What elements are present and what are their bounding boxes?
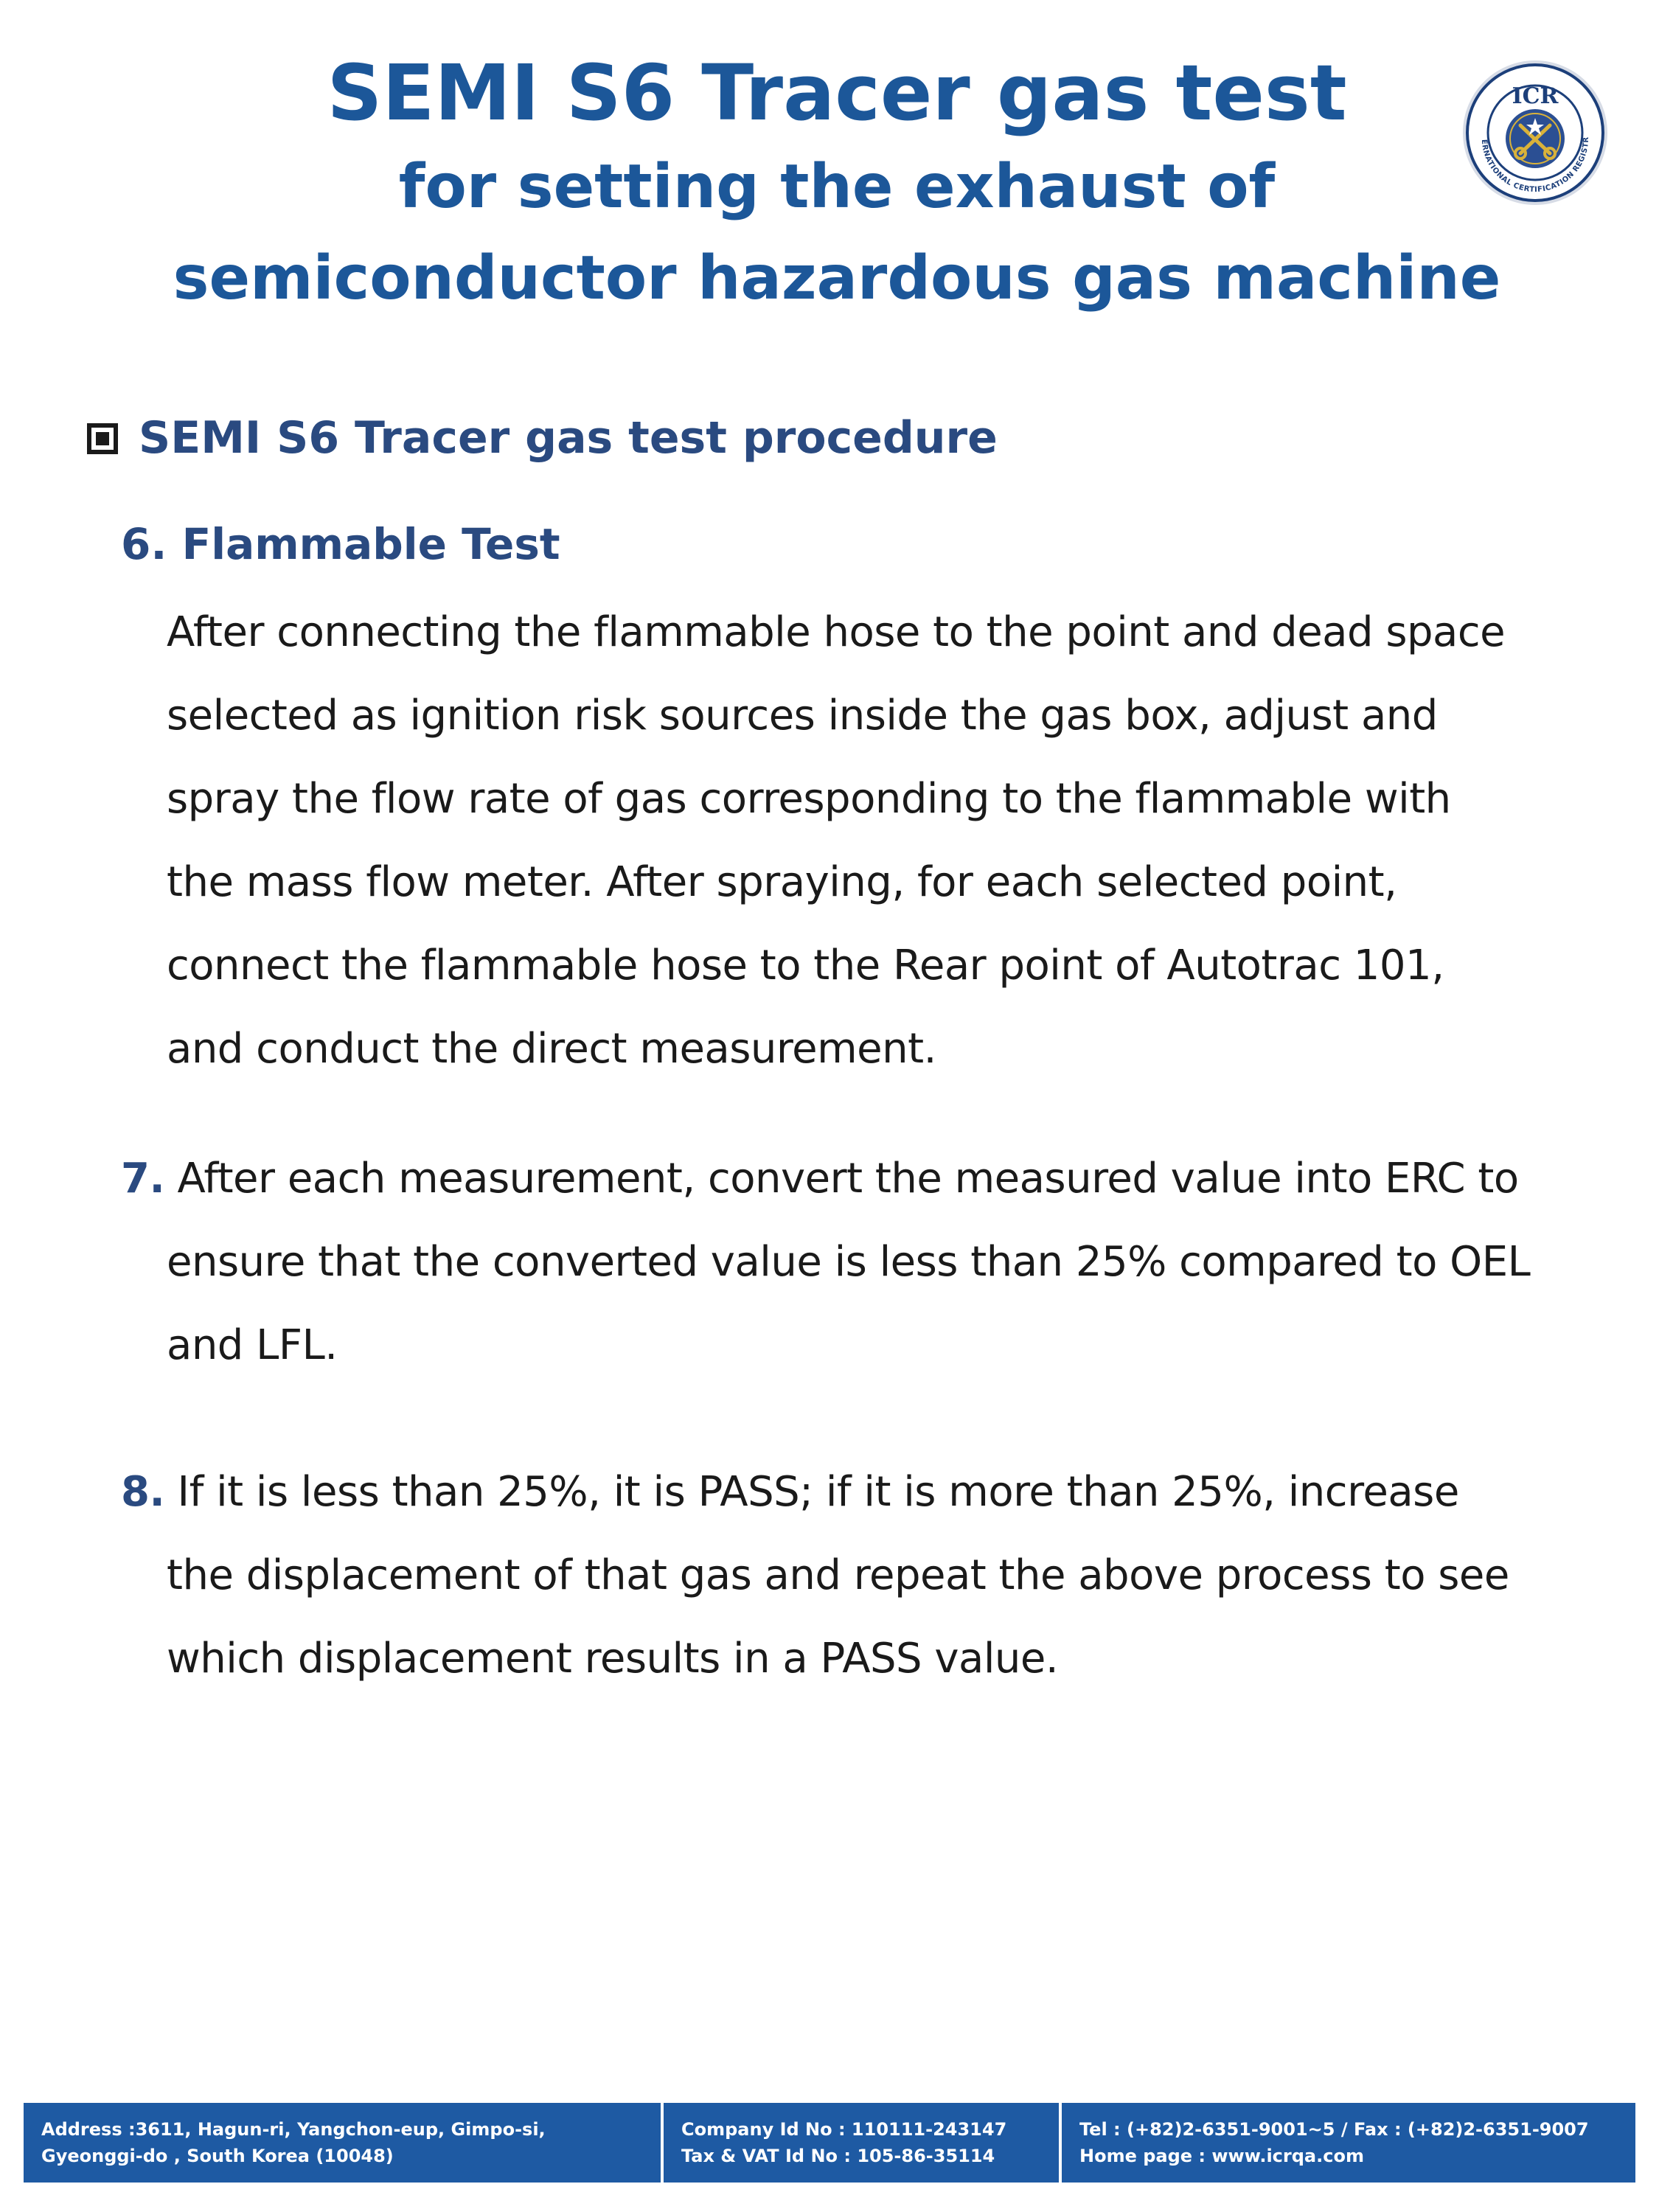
page-title: SEMI S6 Tracer gas test <box>327 48 1347 138</box>
step-8 <box>121 1450 1634 1700</box>
step-7-line: ensure that the converted value is less than 25% compared to OEL <box>167 1238 1531 1286</box>
logo-initials: ICR <box>1512 83 1559 109</box>
step-8-text: If it is less than 25%, it is PASS; if it is more than 25%, increase <box>164 1468 1459 1516</box>
footer-company-id: Company Id No : 110111-243147 <box>681 2119 1007 2140</box>
page-subtitle-line2: semiconductor hazardous gas machine <box>173 243 1501 313</box>
footer-tax-id: Tax & VAT Id No : 105-86-35114 <box>681 2146 995 2166</box>
step-7-text: After each measurement, convert the measured value into ERC to <box>164 1155 1519 1203</box>
step-6-line: connect the flammable hose to the Rear point of Autotrac 101, <box>167 942 1444 990</box>
step-6-line: the mass flow meter. After spraying, for each selected point, <box>167 858 1397 906</box>
step-8-line <box>121 1450 1634 1534</box>
footer-tel-fax: Tel : (+82)2-6351-9001~5 / Fax : (+82)2-6351-9007 <box>1079 2119 1589 2140</box>
footer-bar <box>24 2103 1635 2183</box>
footer-address <box>24 2103 661 2183</box>
page-subtitle-line1: for setting the exhaust of <box>398 152 1276 222</box>
footer-address-line1: Address :3611, Hagun-ri, Yangchon-eup, Gimpo-si, <box>41 2119 546 2140</box>
square-bullet-icon <box>87 423 118 454</box>
step-6-line: After connecting the flammable hose to the point and dead space <box>167 608 1506 656</box>
step-6-heading: 6. Flammable Test <box>121 519 560 569</box>
footer-company-ids <box>661 2103 1059 2183</box>
step-6-line: selected as ignition risk sources inside the gas box, adjust and <box>167 692 1438 740</box>
footer-address-line2: Gyeonggi-do , South Korea (10048) <box>41 2146 394 2166</box>
step-8-line: which displacement results in a PASS value. <box>167 1635 1059 1683</box>
step-6-line: spray the flow rate of gas corresponding to the flammable with <box>167 775 1451 823</box>
section-heading-text: SEMI S6 Tracer gas test procedure <box>139 412 998 464</box>
step-7-number: 7. <box>121 1155 165 1203</box>
footer-homepage[interactable]: Home page : www.icrqa.com <box>1079 2146 1364 2166</box>
icr-seal-icon <box>1460 58 1610 208</box>
section-heading <box>87 410 998 466</box>
footer-contact <box>1059 2103 1635 2183</box>
step-7-line <box>121 1137 1634 1220</box>
step-6-line: and conduct the direct measurement. <box>167 1025 936 1073</box>
step-7-line: and LFL. <box>167 1321 338 1369</box>
icr-logo <box>1460 58 1610 208</box>
step-6-body <box>167 591 1634 1091</box>
title-block <box>0 44 1659 324</box>
logo-ring-text: ERNATIONAL CERTIFICATION REGISTR <box>1479 136 1591 195</box>
step-7 <box>121 1137 1634 1387</box>
step-8-number: 8. <box>121 1468 165 1516</box>
step-8-line: the displacement of that gas and repeat the above process to see <box>167 1551 1509 1599</box>
